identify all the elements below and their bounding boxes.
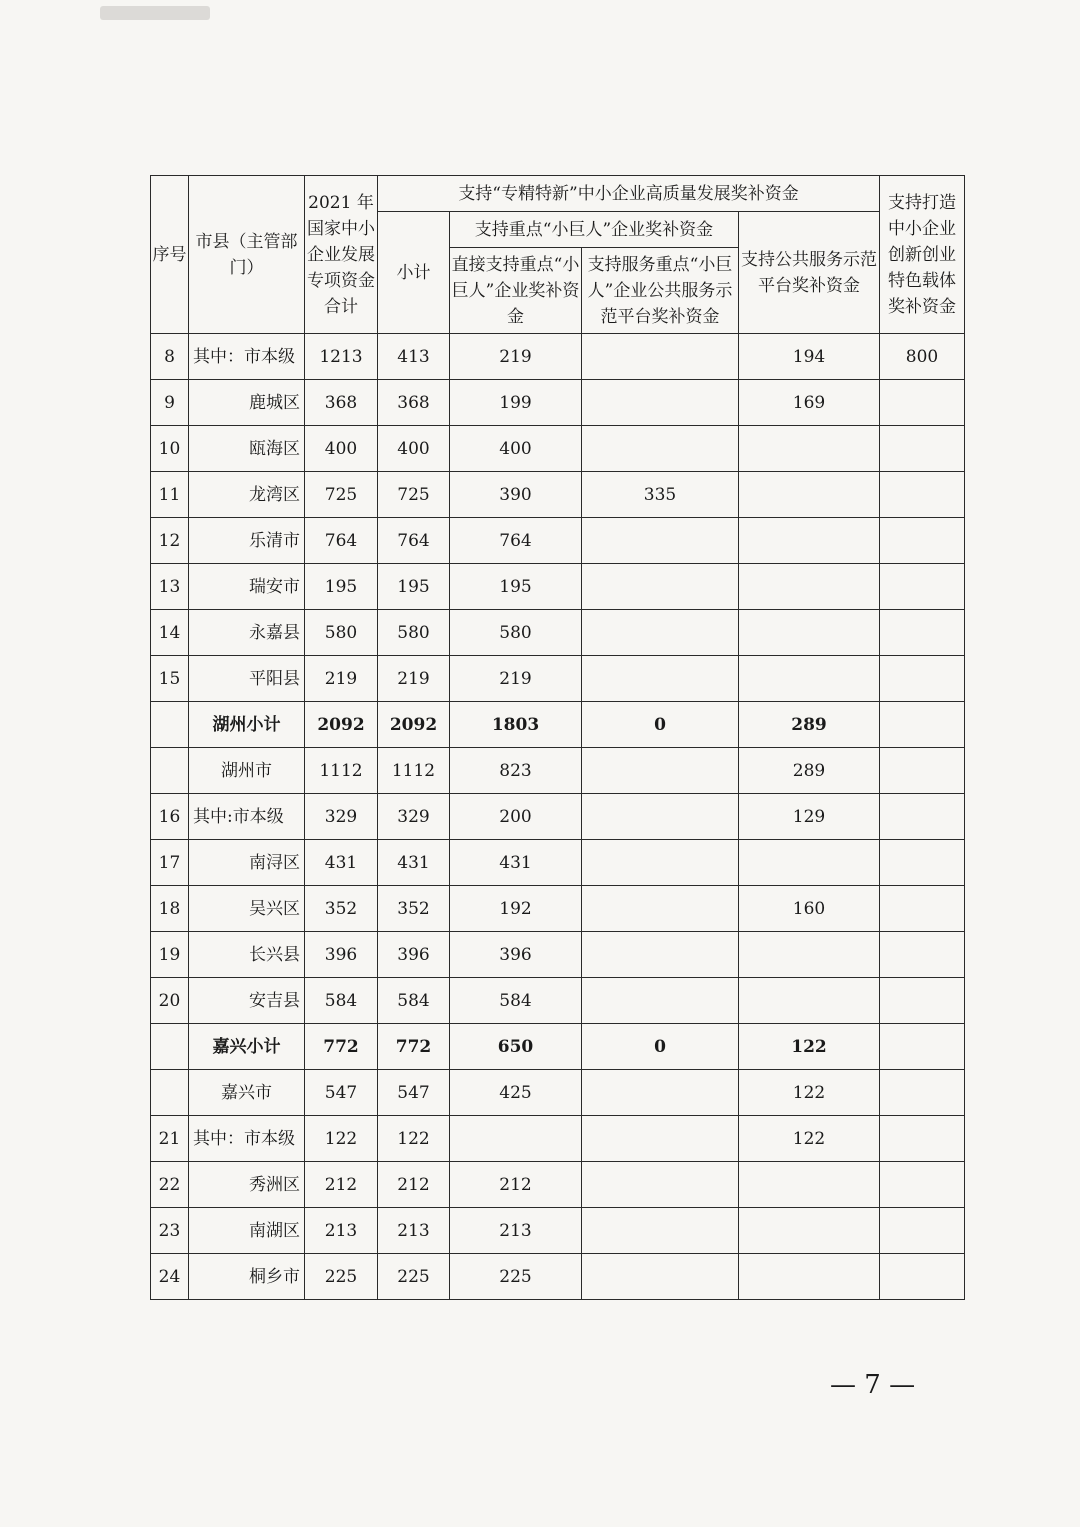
cell-subtotal: 329 [378,794,450,840]
cell-total: 396 [305,932,378,978]
cell-platform [739,840,880,886]
cell-direct: 650 [450,1024,582,1070]
table-row [151,610,965,656]
cell-platform: 289 [739,748,880,794]
cell-platform [739,1208,880,1254]
cell-region: 嘉兴小计 [189,1024,305,1070]
table-row [151,978,965,1024]
page-number: — 7 — [830,1370,916,1400]
cell-service [582,380,739,426]
cell-carrier [880,472,965,518]
cell-region: 湖州小计 [189,702,305,748]
cell-seq: 11 [151,472,189,518]
cell-subtotal: 584 [378,978,450,1024]
cell-service [582,1162,739,1208]
document-page [150,175,964,1300]
table-row [151,1070,965,1116]
cell-subtotal: 368 [378,380,450,426]
cell-total: 225 [305,1254,378,1300]
cell-seq: 20 [151,978,189,1024]
cell-service [582,886,739,932]
table-row [151,334,965,380]
cell-region: 其中:市本级 [189,794,305,840]
cell-service [582,840,739,886]
cell-direct: 212 [450,1162,582,1208]
cell-service [582,426,739,472]
table-header [151,176,965,334]
cell-direct: 823 [450,748,582,794]
table-body [151,334,965,1300]
cell-service [582,564,739,610]
cell-subtotal: 431 [378,840,450,886]
table-row [151,656,965,702]
header-total: 2021 年国家中小企业发展专项资金合计 [305,176,378,334]
cell-direct: 1803 [450,702,582,748]
cell-service: 335 [582,472,739,518]
cell-region: 桐乡市 [189,1254,305,1300]
cell-service [582,610,739,656]
cell-direct: 431 [450,840,582,886]
cell-platform: 122 [739,1024,880,1070]
cell-platform [739,1254,880,1300]
cell-subtotal: 195 [378,564,450,610]
cell-service [582,1254,739,1300]
cell-service [582,1070,739,1116]
cell-total: 329 [305,794,378,840]
cell-total: 580 [305,610,378,656]
cell-service [582,1116,739,1162]
cell-carrier [880,1254,965,1300]
table-row [151,932,965,978]
cell-service [582,978,739,1024]
cell-seq [151,1024,189,1070]
cell-seq: 19 [151,932,189,978]
cell-subtotal: 352 [378,886,450,932]
cell-direct: 219 [450,656,582,702]
cell-region: 瑞安市 [189,564,305,610]
cell-total: 195 [305,564,378,610]
header-subtotal: 小计 [378,212,450,334]
cell-direct: 219 [450,334,582,380]
scan-artifact [100,6,210,20]
cell-platform: 160 [739,886,880,932]
cell-seq: 21 [151,1116,189,1162]
table-row [151,518,965,564]
header-direct: 直接支持重点“小巨人”企业奖补资金 [450,248,582,334]
cell-carrier [880,610,965,656]
cell-platform [739,472,880,518]
cell-direct: 213 [450,1208,582,1254]
cell-direct: 225 [450,1254,582,1300]
table-row [151,1162,965,1208]
cell-total: 213 [305,1208,378,1254]
cell-seq [151,702,189,748]
header-main-group: 支持“专精特新”中小企业高质量发展奖补资金 [378,176,880,212]
table-row [151,840,965,886]
table-row [151,748,965,794]
cell-total: 122 [305,1116,378,1162]
cell-subtotal: 547 [378,1070,450,1116]
cell-platform [739,656,880,702]
header-seq: 序号 [151,176,189,334]
cell-subtotal: 225 [378,1254,450,1300]
cell-platform: 122 [739,1070,880,1116]
cell-total: 352 [305,886,378,932]
cell-total: 2092 [305,702,378,748]
header-carrier: 支持打造中小企业创新创业特色载体奖补资金 [880,176,965,334]
cell-direct: 390 [450,472,582,518]
cell-seq [151,748,189,794]
table-row [151,426,965,472]
cell-subtotal: 1112 [378,748,450,794]
cell-direct: 764 [450,518,582,564]
cell-region: 其中：市本级 [189,334,305,380]
cell-direct: 192 [450,886,582,932]
cell-carrier [880,1162,965,1208]
table-row [151,380,965,426]
cell-total: 584 [305,978,378,1024]
cell-region: 平阳县 [189,656,305,702]
cell-carrier [880,380,965,426]
cell-seq: 12 [151,518,189,564]
table-row [151,472,965,518]
cell-region: 鹿城区 [189,380,305,426]
cell-carrier [880,1070,965,1116]
cell-direct: 425 [450,1070,582,1116]
cell-seq: 23 [151,1208,189,1254]
cell-direct: 200 [450,794,582,840]
cell-total: 547 [305,1070,378,1116]
cell-platform [739,1162,880,1208]
cell-carrier [880,1116,965,1162]
header-giant-group: 支持重点“小巨人”企业奖补资金 [450,212,739,248]
cell-carrier [880,702,965,748]
cell-subtotal: 2092 [378,702,450,748]
cell-service [582,748,739,794]
table-row [151,1208,965,1254]
header-service: 支持服务重点“小巨人”企业公共服务示范平台奖补资金 [582,248,739,334]
cell-total: 1213 [305,334,378,380]
cell-region: 吴兴区 [189,886,305,932]
cell-region: 安吉县 [189,978,305,1024]
cell-region: 其中：市本级 [189,1116,305,1162]
cell-platform [739,426,880,472]
cell-seq: 22 [151,1162,189,1208]
cell-region: 嘉兴市 [189,1070,305,1116]
cell-service: 0 [582,1024,739,1070]
cell-carrier [880,978,965,1024]
cell-total: 219 [305,656,378,702]
table-row [151,794,965,840]
cell-direct: 400 [450,426,582,472]
table-row [151,1116,965,1162]
table-row [151,1254,965,1300]
cell-region: 瓯海区 [189,426,305,472]
cell-subtotal: 219 [378,656,450,702]
cell-carrier [880,426,965,472]
cell-service [582,932,739,978]
cell-platform: 289 [739,702,880,748]
cell-carrier [880,932,965,978]
cell-subtotal: 580 [378,610,450,656]
cell-seq: 16 [151,794,189,840]
header-public-platform: 支持公共服务示范平台奖补资金 [739,212,880,334]
cell-subtotal: 396 [378,932,450,978]
cell-total: 1112 [305,748,378,794]
cell-seq: 8 [151,334,189,380]
cell-region: 秀洲区 [189,1162,305,1208]
funding-table [150,175,965,1300]
cell-subtotal: 400 [378,426,450,472]
cell-platform [739,518,880,564]
cell-seq: 24 [151,1254,189,1300]
cell-region: 南浔区 [189,840,305,886]
table-row [151,886,965,932]
cell-subtotal: 413 [378,334,450,380]
cell-region: 南湖区 [189,1208,305,1254]
cell-platform [739,610,880,656]
cell-carrier [880,564,965,610]
cell-subtotal: 772 [378,1024,450,1070]
cell-platform: 169 [739,380,880,426]
cell-region: 永嘉县 [189,610,305,656]
cell-service [582,656,739,702]
cell-carrier [880,518,965,564]
cell-service [582,1208,739,1254]
cell-region: 乐清市 [189,518,305,564]
cell-service [582,334,739,380]
cell-region: 龙湾区 [189,472,305,518]
cell-carrier: 800 [880,334,965,380]
cell-carrier [880,840,965,886]
cell-subtotal: 764 [378,518,450,564]
cell-platform: 129 [739,794,880,840]
cell-direct: 396 [450,932,582,978]
cell-direct: 584 [450,978,582,1024]
cell-seq: 15 [151,656,189,702]
cell-platform: 122 [739,1116,880,1162]
cell-direct: 580 [450,610,582,656]
cell-seq: 9 [151,380,189,426]
cell-platform [739,564,880,610]
cell-seq: 17 [151,840,189,886]
cell-subtotal: 213 [378,1208,450,1254]
cell-total: 772 [305,1024,378,1070]
cell-carrier [880,748,965,794]
cell-total: 431 [305,840,378,886]
cell-direct: 199 [450,380,582,426]
cell-total: 725 [305,472,378,518]
cell-platform [739,978,880,1024]
cell-carrier [880,656,965,702]
cell-subtotal: 212 [378,1162,450,1208]
cell-total: 368 [305,380,378,426]
cell-seq [151,1070,189,1116]
cell-service: 0 [582,702,739,748]
header-region: 市县（主管部门） [189,176,305,334]
cell-subtotal: 122 [378,1116,450,1162]
cell-carrier [880,1208,965,1254]
cell-region: 湖州市 [189,748,305,794]
cell-direct [450,1116,582,1162]
cell-carrier [880,886,965,932]
cell-total: 400 [305,426,378,472]
cell-seq: 14 [151,610,189,656]
cell-service [582,794,739,840]
cell-platform: 194 [739,334,880,380]
cell-total: 764 [305,518,378,564]
cell-seq: 18 [151,886,189,932]
cell-direct: 195 [450,564,582,610]
table-row [151,564,965,610]
cell-region: 长兴县 [189,932,305,978]
cell-platform [739,932,880,978]
subtotal-row [151,702,965,748]
cell-seq: 10 [151,426,189,472]
subtotal-row [151,1024,965,1070]
cell-subtotal: 725 [378,472,450,518]
cell-carrier [880,794,965,840]
cell-service [582,518,739,564]
cell-carrier [880,1024,965,1070]
cell-total: 212 [305,1162,378,1208]
cell-seq: 13 [151,564,189,610]
